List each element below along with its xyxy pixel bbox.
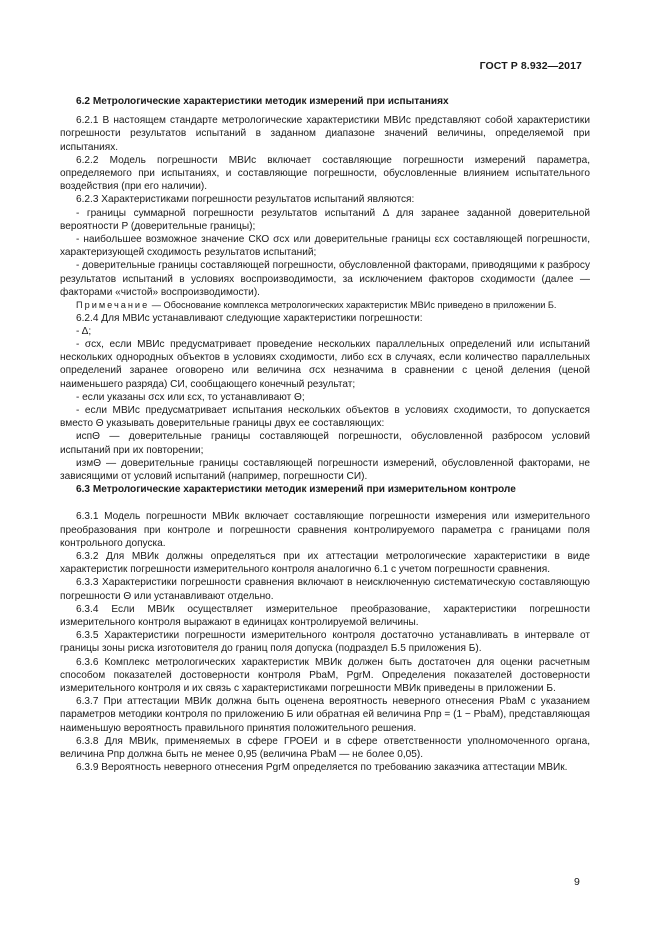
paragraph: 6.2.2 Модель погрешности МВИс включает составляющие погрешности измерений параметра, определяемого при испытаниях, и составляющие погрешности, обусловленные влиянием испытательного воздействия (при его наличии). [60, 154, 590, 193]
list-item: - наибольшее возможное значение СКО σсх или доверительные границы εсх составляющей погрешности, характеризующей сходимость результатов испытаний; [60, 234, 590, 259]
note-text: — Обоснование комплекса метрологических характеристик МВИс приведено в приложении Б. [149, 300, 557, 311]
list-item: измΘ — доверительные границы составляющей погрешности измерений, обусловленной факторами, не зависящими от условий испытаний (например, погрешности СИ). [60, 457, 590, 482]
page-content [60, 90, 590, 774]
paragraph: 6.3.2 Для МВИк должны определяться при их аттестации метрологические характеристики в виде характеристик погрешности измерительного контроля аналогично 6.1 с учетом погрешности сравнения. [60, 551, 590, 576]
paragraph: 6.3.4 Если МВИк осуществляет измерительное преобразование, характеристики погрешности измерительного контроля выражают в единицах контролируемой величины. [60, 603, 590, 629]
list-item: - доверительные границы составляющей погрешности, обусловленной факторами, приводящими к разбросу результатов испытаний в условиях воспроизводимости, за исключением факторов сходимости (далее — факторами «чистой» воспроизводимости). [60, 260, 590, 298]
section-title-6-3: 6.3 Метрологические характеристики методик измерений при измерительном контроле [76, 484, 516, 496]
list-item: - границы суммарной погрешности результатов испытаний Δ для заранее заданной доверительной вероятности P (доверительные границы); [60, 207, 590, 232]
note-label: Примечание [76, 300, 150, 311]
list-item: - если указаны σсх или εсх, то устанавливают Θ; [76, 391, 305, 403]
list-item: испΘ — доверительные границы составляющей погрешности, обусловленной разбросом условий испытаний при их повторении; [60, 431, 590, 456]
paragraph: 6.3.3 Характеристики погрешности сравнения включают в неисключенную систематическую составляющую погрешности Θ или устанавливают отдельно. [60, 577, 590, 602]
paragraph: 6.3.7 При аттестации МВИк должна быть оценена вероятность неверного отнесения PbaM с указанием параметров методики контроля по приложению Б или обратная ей величина Pпр = (1 − PbaM), представляющая наименьшую вероятность правильного принятия положительного решения. [60, 696, 590, 734]
list-item: - σсх, если МВИс предусматривает проведение нескольких параллельных определений или испытаний нескольких однородных объектов в условиях сходимости, либо εсх в случаях, если количество параллельных определений заранее оговорено или величина σсх незначима в сравнении с ценой деления (ценой наименьшего разряда) СИ, сообщающего конечный результат; [60, 338, 590, 390]
paragraph: 6.3.8 Для МВИк, применяемых в сфере ГРОЕИ и в сфере ответственности уполномоченного органа, величина Pпр должна быть не менее 0,95 (величина PbaM — не более 0,05). [60, 735, 590, 761]
paragraph: 6.2.3 Характеристиками погрешности результатов испытаний являются: [76, 194, 415, 206]
list-item: - Δ; [76, 325, 92, 337]
section-title-6-2: 6.2 Метрологические характеристики методик измерений при испытаниях [76, 96, 449, 107]
paragraph: 6.2.1 В настоящем стандарте метрологические характеристики МВИс представляют собой характеристики погрешности результатов испытаний в заданном диапазоне значений величины, определяемой при испытаниях. [60, 115, 590, 153]
paragraph: 6.3.6 Комплекс метрологических характеристик МВИк должен быть достаточен для оценки расчетным способом показателей достоверности контроля PbaM, PgrM. Определения показателей достоверности измерительного контроля и их связь с характеристиками погрешности МВИк приведены в приложении Б. [60, 656, 590, 695]
paragraph: 6.3.1 Модель погрешности МВИк включает составляющие погрешности измерения или измерительного преобразования при контроле и погрешности сравнения контролируемого параметра с границами поля контрольного допуска. [60, 511, 590, 549]
paragraph: 6.3.5 Характеристики погрешности измерительного контроля достаточно устанавливать в интервале от границы зоны риска изготовителя до границ поля допуска (подраздел Б.5 приложения Б). [60, 630, 590, 655]
paragraph: 6.2.4 Для МВИс устанавливают следующие характеристики погрешности: [76, 312, 423, 324]
list-item: - если МВИс предусматривает испытания нескольких объектов в условиях сходимости, то допускается вместо Θ указывать доверительные границы двух ее составляющих: [60, 404, 590, 430]
paragraph: 6.3.9 Вероятность неверного отнесения PgrM определяется по требованию заказчика аттестации МВИк. [76, 762, 568, 774]
note [60, 299, 590, 312]
document-code: ГОСТ Р 8.932—2017 [479, 60, 582, 72]
page-number: 9 [574, 876, 580, 888]
